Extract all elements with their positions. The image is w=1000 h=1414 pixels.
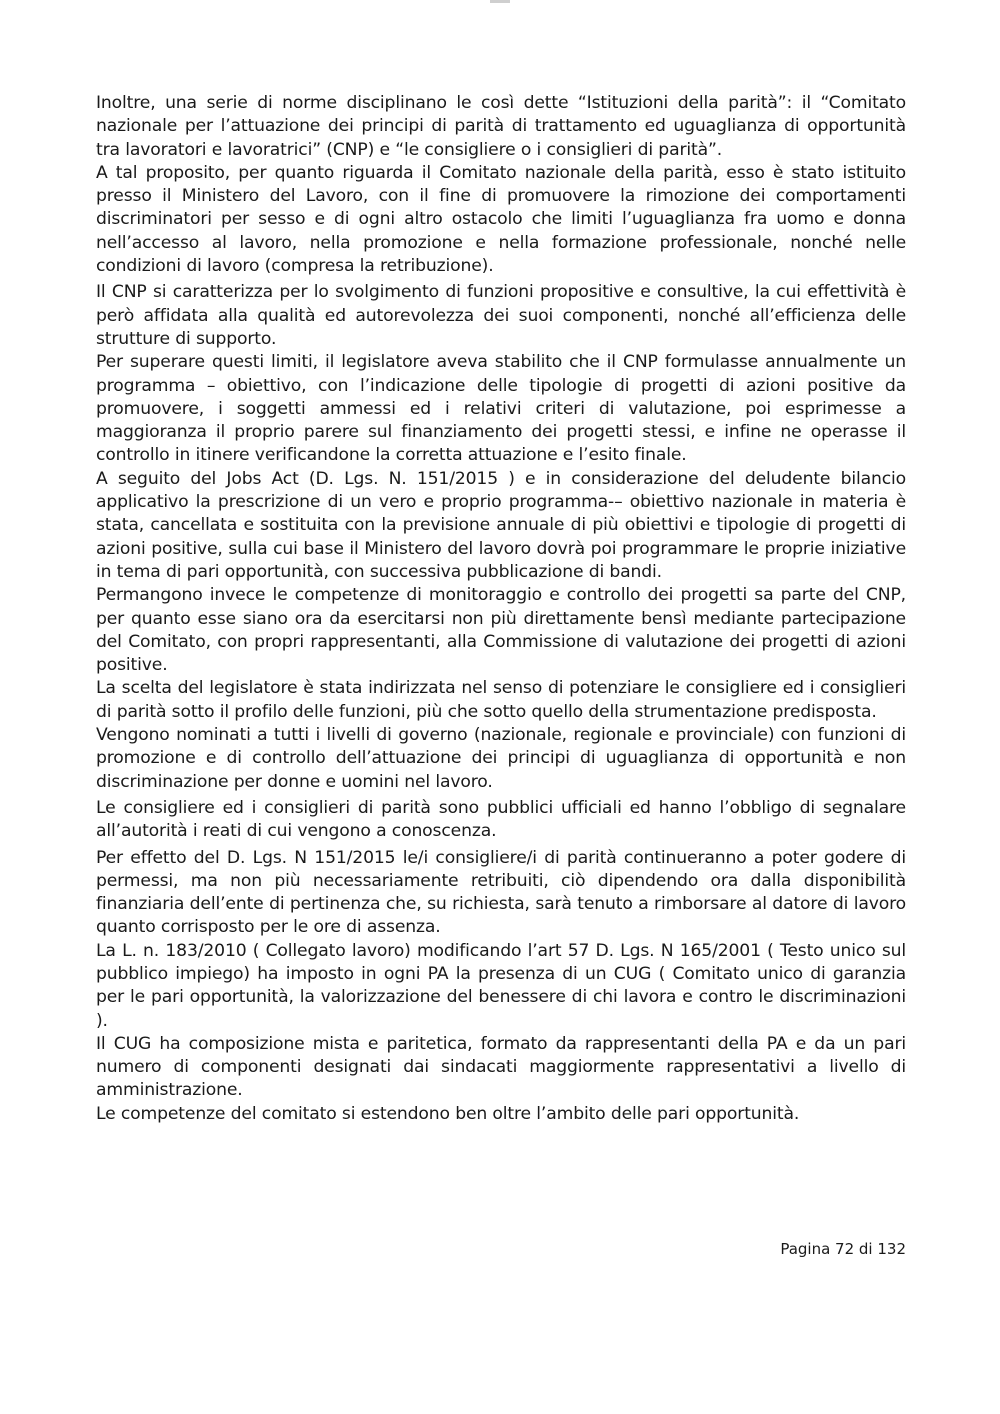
paragraph-scelta-legislatore: La scelta del legislatore è stata indirizzata nel senso di potenziare le consigliere ed i consiglieri di parità sotto il profilo delle funzioni, più che sotto quello della strumentazione predisposta. [96,678,906,722]
document-body [96,92,906,1126]
paragraph-pubblici-ufficiali: Le consigliere ed i consiglieri di parità sono pubblici ufficiali ed hanno l’obbligo di segnalare all’autorità i reati di cui vengono a conoscenza. [96,797,906,842]
paragraph-istituzioni-parita: Inoltre, una serie di norme disciplinano le così dette “Istituzioni della parità”: il “Comitato nazionale per l’attuazione dei principi di parità di trattamento ed uguaglianza di opportunità tra lavoratori e lavoratrici” (CNP) e “le consigliere o i consiglieri di parità”. [96,93,906,160]
top-page-mark [490,0,510,3]
page-number: Pagina 72 di 132 [780,1240,906,1258]
paragraph-jobs-act: A seguito del Jobs Act (D. Lgs. N. 151/2015 ) e in considerazione del deludente bilancio applicativo la prescrizione di un vero e proprio programma-– obiettivo nazionale in materia è stata, cancellata e sostituita con la previsione annuale di più obiettivi e tipologie di progetti di azioni positive, sulla cui base il Ministero del lavoro dovrà poi programmare le proprie iniziative in tema di pari opportunità, con successiva pubblicazione di bandi. [96,468,906,582]
paragraph-nomine: Vengono nominati a tutti i livelli di governo (nazionale, regionale e provinciale) con funzioni di promozione e di controllo dell’attuazione dei principi di uguaglianza di opportunità e non discriminazione per donne e uomini nel lavoro. [96,725,906,792]
paragraph-cug-composizione: Il CUG ha composizione mista e paritetica, formato da rappresentanti della PA e da un pari numero di componenti designati dai sindacati maggiormente rappresentativi a livello di amministrazione. [96,1033,906,1101]
paragraph-cug-istituzione: La L. n. 183/2010 ( Collegato lavoro) modificando l’art 57 D. Lgs. N 165/2001 ( Testo unico sul pubblico impiego) ha imposto in ogni PA la presenza di un CUG ( Comitato unico di garanzia per le pari opportunità, la valorizzazione del benessere di chi lavora e contro le discriminazioni ). [96,940,906,1031]
paragraph-superare-limiti: Per superare questi limiti, il legislatore aveva stabilito che il CNP formulasse annualmente un programma – obiettivo, con l’indicazione delle tipologie di progetti di azioni positive da promuovere, i soggetti ammessi ed i relativi criteri di valutazione, poi esprimesse a maggioranza il proprio parere sul finanziamento dei progetti stessi, e infine ne operasse il controllo in itinere verificandone la corretta attuazione e l’esito finale. [96,352,906,466]
paragraph-permessi: Per effetto del D. Lgs. N 151/2015 le/i consigliere/i di parità continueranno a poter godere di permessi, ma non più necessariamente retribuiti, ciò dipendendo ora dalla disponibilità finanziaria dell’ente di pertinenza che, su richiesta, sarà tenuto a rimborsare al datore di lavoro quanto corrisposto per le ore di assenza. [96,847,906,938]
paragraph-permangono-competenze: Permangono invece le competenze di monitoraggio e controllo dei progetti sa parte del CNP, per quanto esse siano ora da esercitarsi non più direttamente bensì mediante partecipazione del Comitato, con propri rappresentanti, alla Commissione di valutazione dei progetti di azioni positive. [96,585,906,676]
paragraph-competenze-comitato: Le competenze del comitato si estendono ben oltre l’ambito delle pari opportunità. [96,1103,800,1124]
paragraph-cnp-funzioni: Il CNP si caratterizza per lo svolgimento di funzioni propositive e consultive, la cui effettività è però affidata alla qualità ed autorevolezza dei suoi componenti, nonché all’efficienza delle strutture di supporto. [96,282,906,349]
paragraph-comitato-nazionale: A tal proposito, per quanto riguarda il Comitato nazionale della parità, esso è stato istituito presso il Ministero del Lavoro, con il fine di promuovere la rimozione dei comportamenti discriminatori per sesso e di ogni altro ostacolo che limiti l’uguaglianza fra uomo e donna nell’accesso al lavoro, nella promozione e nella formazione professionale, nonché nelle condizioni di lavoro (compresa la retribuzione). [96,162,906,277]
